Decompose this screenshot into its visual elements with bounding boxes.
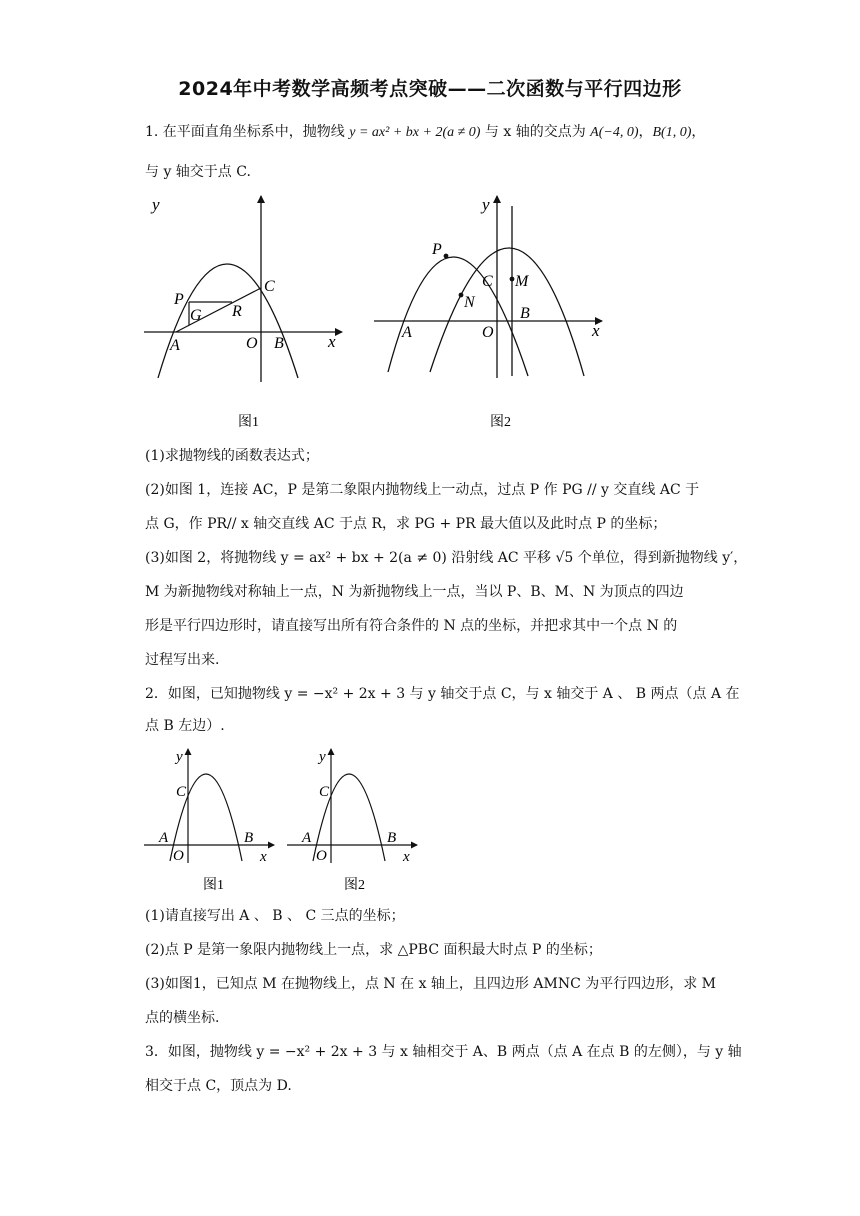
q2-figure-1 — [140, 745, 280, 895]
page-title: 2024年中考数学高频考点突破——二次函数与平行四边形 — [178, 78, 682, 100]
label-c: C — [176, 784, 187, 800]
q2-part3-line2: 点的横坐标. — [145, 1010, 220, 1026]
q1-text-d: ， — [691, 124, 706, 140]
figure-caption: 图2 — [490, 415, 511, 430]
q1-text-c: ， — [638, 124, 653, 140]
q1-figure-1 — [140, 190, 360, 435]
label-a: A — [159, 830, 169, 846]
label-a: A — [402, 324, 412, 341]
label-a: A — [170, 337, 180, 354]
label-c: C — [264, 278, 275, 295]
q1-point-b: B(1, 0) — [652, 125, 692, 140]
label-x: x — [403, 849, 410, 865]
label-b: B — [520, 305, 530, 322]
new-parabola — [430, 248, 584, 376]
q1-part3-line2: M 为新抛物线对称轴上一点，N 为新抛物线上一点，当以 P、B、M、N 为顶点的四边 — [145, 584, 684, 600]
label-y: y — [319, 749, 326, 765]
figure-caption: 图1 — [238, 415, 259, 430]
parabola — [158, 264, 298, 378]
label-y: y — [482, 195, 490, 214]
label-b: B — [387, 830, 397, 846]
q1-part1: (1)求抛物线的函数表达式； — [145, 448, 319, 464]
label-c: C — [319, 784, 330, 800]
q2-statement-line1: 2．如图，已知抛物线 y = −x² + 2x + 3 与 y 轴交于点 C，与 x 轴交于 A 、 B 两点（点 A 在 — [145, 686, 740, 702]
q1-statement-line1 — [145, 122, 715, 143]
q1-part3-line4: 过程写出来. — [145, 652, 220, 668]
label-p: P — [174, 291, 184, 308]
label-b: B — [244, 830, 254, 846]
q2-part2: (2)点 P 是第一象限内抛物线上一点，求 △PBC 面积最大时点 P 的坐标； — [145, 942, 602, 958]
q1-part2-line2: 点 G，作 PR// x 轴交直线 AC 于点 R，求 PG + PR 最大值以及此时点 P 的坐标； — [145, 516, 667, 532]
q1-part3-line3: 形是平行四边形时，请直接写出所有符合条件的 N 点的坐标，并把求其中一个点 N 的 — [145, 618, 678, 634]
label-o: O — [482, 324, 494, 341]
label-a: A — [302, 830, 312, 846]
figure-caption: 图2 — [344, 878, 365, 893]
label-o: O — [316, 848, 327, 864]
q1-figure-2 — [370, 190, 615, 435]
label-o: O — [246, 335, 258, 352]
q1-statement-line2: 与 y 轴交于点 C. — [145, 164, 251, 180]
label-m: M — [515, 273, 529, 290]
q3-statement-line2: 相交于点 C，顶点为 D. — [145, 1078, 292, 1094]
q1-text-a: 1. 在平面直角坐标系中，抛物线 — [145, 124, 350, 140]
q2-part1: (1)请直接写出 A 、 B 、 C 三点的坐标； — [145, 908, 405, 924]
label-x: x — [592, 321, 600, 340]
q1-parabola-formula: y = ax² + bx + 2(a ≠ 0) — [349, 125, 481, 140]
point-n — [459, 293, 464, 298]
q2-statement-line2: 点 B 左边）. — [145, 718, 225, 734]
label-y: y — [176, 749, 183, 765]
q1-text-b: 与 x 轴的交点为 — [480, 124, 591, 140]
figure-caption: 图1 — [203, 878, 224, 893]
label-x: x — [328, 332, 336, 351]
q2-part3-line1: (3)如图1，已知点 M 在抛物线上，点 N 在 x 轴上，且四边形 AMNC 为平行四边形，求 M — [145, 976, 717, 992]
q3-statement-line1: 3．如图，抛物线 y = −x² + 2x + 3 与 x 轴相交于 A、B 两点（点 A 在点 B 的左侧），与 y 轴 — [145, 1044, 742, 1060]
label-b: B — [274, 335, 284, 352]
label-x: x — [260, 849, 267, 865]
label-p: P — [432, 241, 442, 258]
q2-figure-2 — [283, 745, 423, 895]
label-c: C — [482, 273, 493, 290]
q1-part2-line1: (2)如图 1，连接 AC，P 是第二象限内抛物线上一动点，过点 P 作 PG // y 交直线 AC 于 — [145, 482, 700, 498]
label-o: O — [173, 848, 184, 864]
label-g: G — [190, 307, 202, 324]
q1-part3-line1: (3)如图 2，将抛物线 y = ax² + bx + 2(a ≠ 0) 沿射线 AC 平移 √5 个单位，得到新抛物线 y′， — [145, 550, 748, 566]
original-parabola — [388, 257, 528, 376]
point-m — [510, 277, 515, 282]
point-p — [444, 254, 449, 259]
label-y: y — [152, 195, 160, 214]
q1-point-a: A(−4, 0) — [590, 125, 639, 140]
label-r: R — [232, 303, 242, 320]
label-n: N — [464, 294, 475, 311]
